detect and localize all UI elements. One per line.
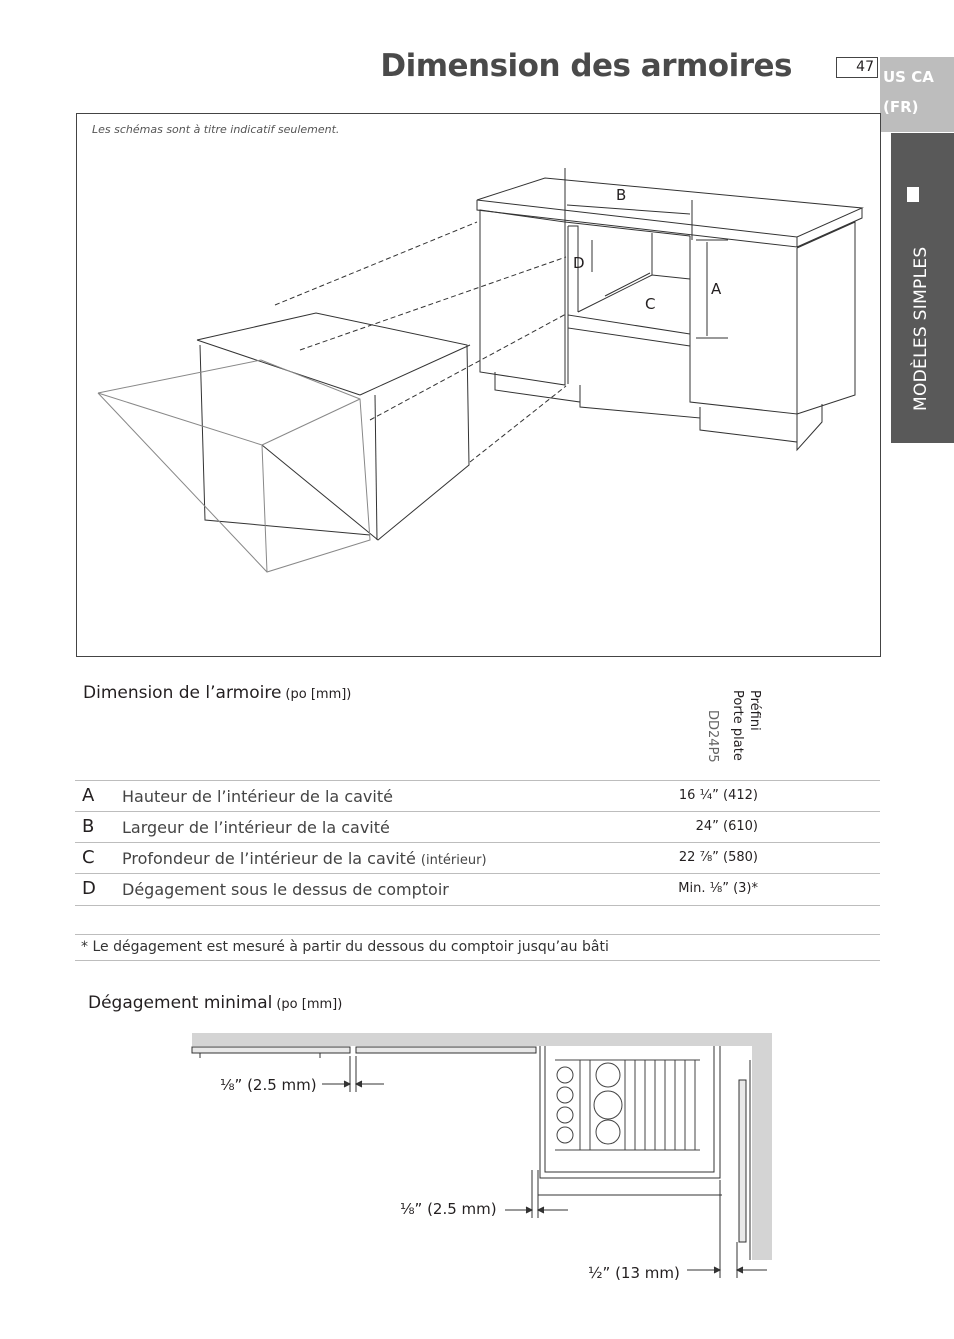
clearance-dim-2: ⅛” (2.5 mm) (400, 1200, 497, 1218)
language-line-2: (FR) (883, 98, 919, 116)
column-header-line-2: Porte plate (730, 690, 745, 761)
row-letter: A (82, 785, 95, 806)
clearance-heading (88, 993, 342, 1013)
row-value: 22 ⅞” (580) (678, 850, 758, 865)
clearance-heading-text: Dégagement minimal (88, 993, 273, 1013)
table-row (75, 842, 880, 874)
label-c: C (645, 295, 656, 313)
cabinet-heading-unit: (po [mm]) (285, 687, 352, 702)
language-line-1: US CA (883, 68, 934, 86)
diagram-note: Les schémas sont à titre indicatif seulement. (92, 123, 340, 136)
cabinet-heading-text: Dimension de l’armoire (83, 683, 282, 703)
column-header (692, 690, 762, 775)
row-value: 24” (610) (695, 819, 758, 834)
clearance-dim-1: ⅛” (2.5 mm) (220, 1076, 317, 1094)
table-row (75, 873, 880, 906)
page-title: Dimension des armoires (380, 48, 792, 84)
table-row (75, 811, 880, 843)
column-header-line-3: DD24P5 (705, 710, 720, 763)
row-label-suffix: (intérieur) (420, 853, 487, 868)
row-value: 16 ¼” (412) (678, 788, 758, 803)
table-row (75, 780, 880, 812)
label-a: A (711, 280, 722, 298)
cabinet-table-heading (83, 683, 351, 703)
row-letter: C (82, 847, 95, 868)
label-b: B (616, 186, 627, 204)
label-d: D (573, 254, 585, 272)
row-label: Dégagement sous le dessus de comptoir (122, 880, 449, 899)
clearance-illustration (0, 1020, 954, 1290)
clearance-dim-3: ½” (13 mm) (588, 1264, 680, 1282)
row-label: Profondeur de l’intérieur de la cavité (intérieur) (122, 849, 487, 868)
row-value: Min. ⅛” (3)* (678, 881, 758, 896)
row-letter: B (82, 816, 95, 837)
row-label: Largeur de l’intérieur de la cavité (122, 818, 390, 837)
row-letter: D (82, 878, 96, 899)
table-footnote: * Le dégagement est mesuré à partir du dessous du comptoir jusqu’au bâti (75, 934, 880, 961)
column-header-line-1: Préfini (747, 690, 762, 731)
page-number: 47 (836, 57, 878, 78)
side-tab-label: MODÈLES SIMPLES (911, 246, 931, 411)
clearance-heading-unit: (po [mm]) (276, 997, 343, 1012)
row-label: Hauteur de l’intérieur de la cavité (122, 787, 393, 806)
